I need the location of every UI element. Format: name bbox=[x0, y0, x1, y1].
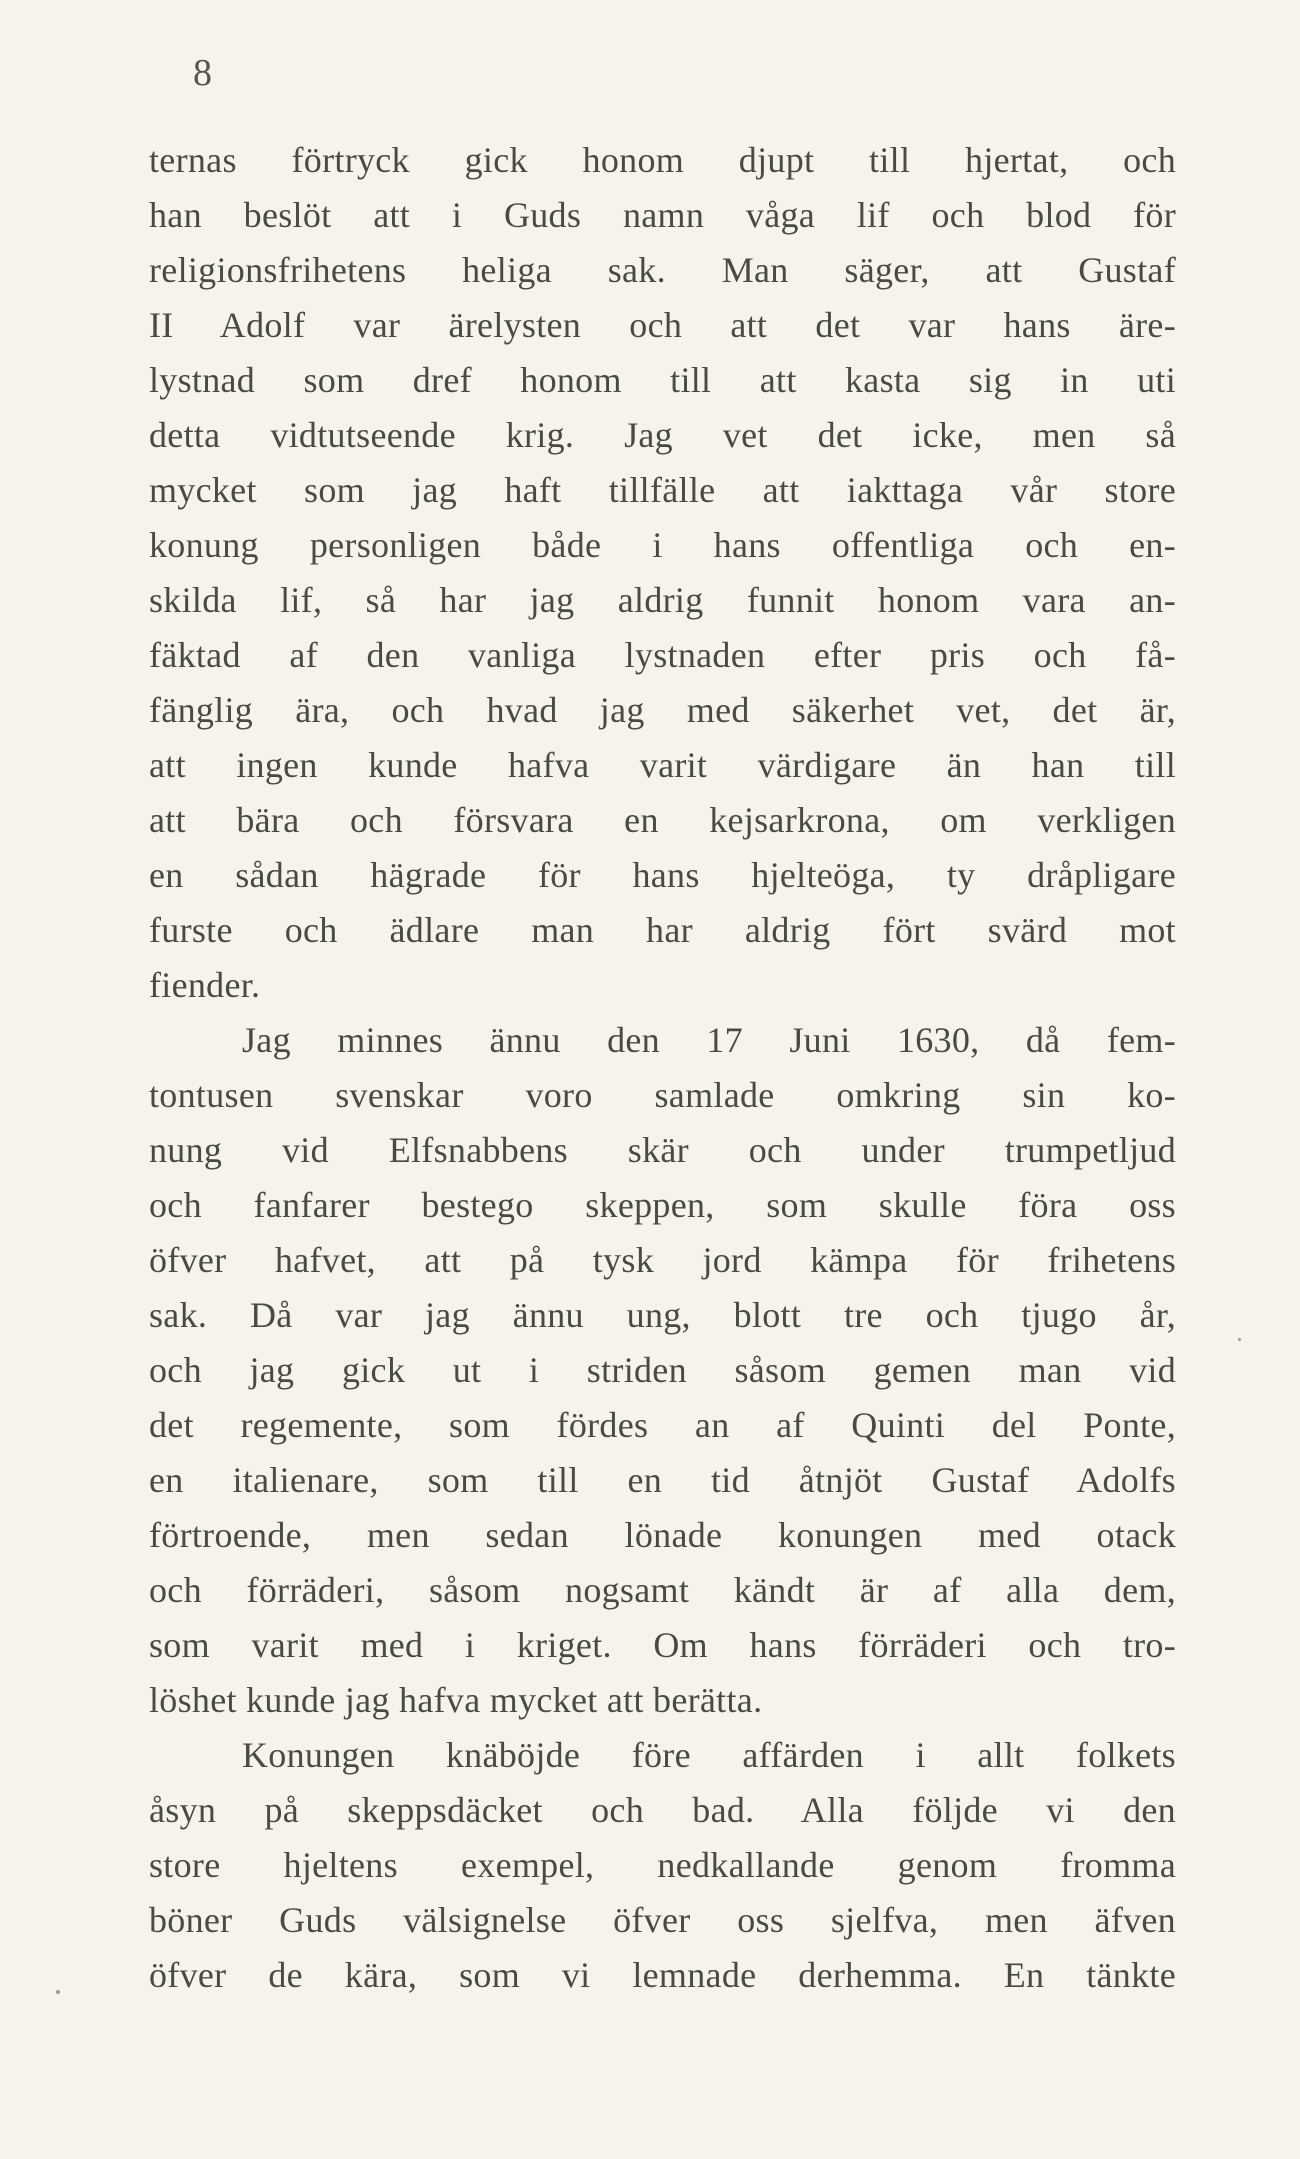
text-line: att bära och försvara en kejsarkrona, om verkligen bbox=[149, 800, 1176, 840]
text-line: öfver de kära, som vi lemnade derhemma. En tänkte bbox=[149, 1955, 1176, 1995]
paper-speck bbox=[1238, 1338, 1241, 1341]
text-line: fiender. bbox=[149, 965, 261, 1005]
body-text bbox=[149, 133, 1176, 2003]
text-line: löshet kunde jag hafva mycket att berätta. bbox=[149, 1680, 763, 1720]
text-line: tontusen svenskar voro samlade omkring sin ko- bbox=[149, 1075, 1176, 1115]
paper-speck bbox=[56, 1990, 60, 1994]
text-line: furste och ädlare man har aldrig fört svärd mot bbox=[149, 910, 1176, 950]
page-number: 8 bbox=[193, 52, 212, 94]
text-line: religionsfrihetens heliga sak. Man säger, att Gustaf bbox=[149, 250, 1176, 290]
text-line: mycket som jag haft tillfälle att iakttaga vår store bbox=[149, 470, 1176, 510]
text-line: att ingen kunde hafva varit värdigare än han till bbox=[149, 745, 1176, 785]
text-line: skilda lif, så har jag aldrig funnit honom vara an- bbox=[149, 580, 1176, 620]
text-line: en italienare, som till en tid åtnjöt Gustaf Adolfs bbox=[149, 1460, 1176, 1500]
text-line: store hjeltens exempel, nedkallande genom fromma bbox=[149, 1845, 1176, 1885]
text-line: och fanfarer bestego skeppen, som skulle föra oss bbox=[149, 1185, 1176, 1225]
text-line: II Adolf var ärelysten och att det var hans äre- bbox=[149, 305, 1176, 345]
text-line: öfver hafvet, att på tysk jord kämpa för frihetens bbox=[149, 1240, 1176, 1280]
text-line: nung vid Elfsnabbens skär och under trumpetljud bbox=[149, 1130, 1176, 1170]
text-line: lystnad som dref honom till att kasta sig in uti bbox=[149, 360, 1176, 400]
text-line: böner Guds välsignelse öfver oss sjelfva, men äfven bbox=[149, 1900, 1176, 1940]
text-line: han beslöt att i Guds namn våga lif och blod för bbox=[149, 195, 1176, 235]
paragraph-first-line: Jag minnes ännu den 17 Juni 1630, då fem- bbox=[242, 1020, 1176, 1060]
text-line: och förräderi, såsom nogsamt kändt är af alla dem, bbox=[149, 1570, 1176, 1610]
text-line: som varit med i kriget. Om hans förräderi och tro- bbox=[149, 1625, 1176, 1665]
paragraph-first-line: Konungen knäböjde före affärden i allt folkets bbox=[242, 1735, 1176, 1775]
text-line: förtroende, men sedan lönade konungen med otack bbox=[149, 1515, 1176, 1555]
text-line: åsyn på skeppsdäcket och bad. Alla följde vi den bbox=[149, 1790, 1176, 1830]
text-line: ternas förtryck gick honom djupt till hjertat, och bbox=[149, 140, 1176, 180]
text-line: detta vidtutseende krig. Jag vet det icke, men så bbox=[149, 415, 1176, 455]
text-line: sak. Då var jag ännu ung, blott tre och tjugo år, bbox=[149, 1295, 1176, 1335]
text-line: en sådan hägrade för hans hjelteöga, ty dråpligare bbox=[149, 855, 1176, 895]
text-line: och jag gick ut i striden såsom gemen man vid bbox=[149, 1350, 1176, 1390]
text-line: det regemente, som fördes an af Quinti del Ponte, bbox=[149, 1405, 1176, 1445]
text-line: konung personligen både i hans offentliga och en- bbox=[149, 525, 1176, 565]
text-line: fäktad af den vanliga lystnaden efter pris och få- bbox=[149, 635, 1176, 675]
text-line: fänglig ära, och hvad jag med säkerhet vet, det är, bbox=[149, 690, 1176, 730]
